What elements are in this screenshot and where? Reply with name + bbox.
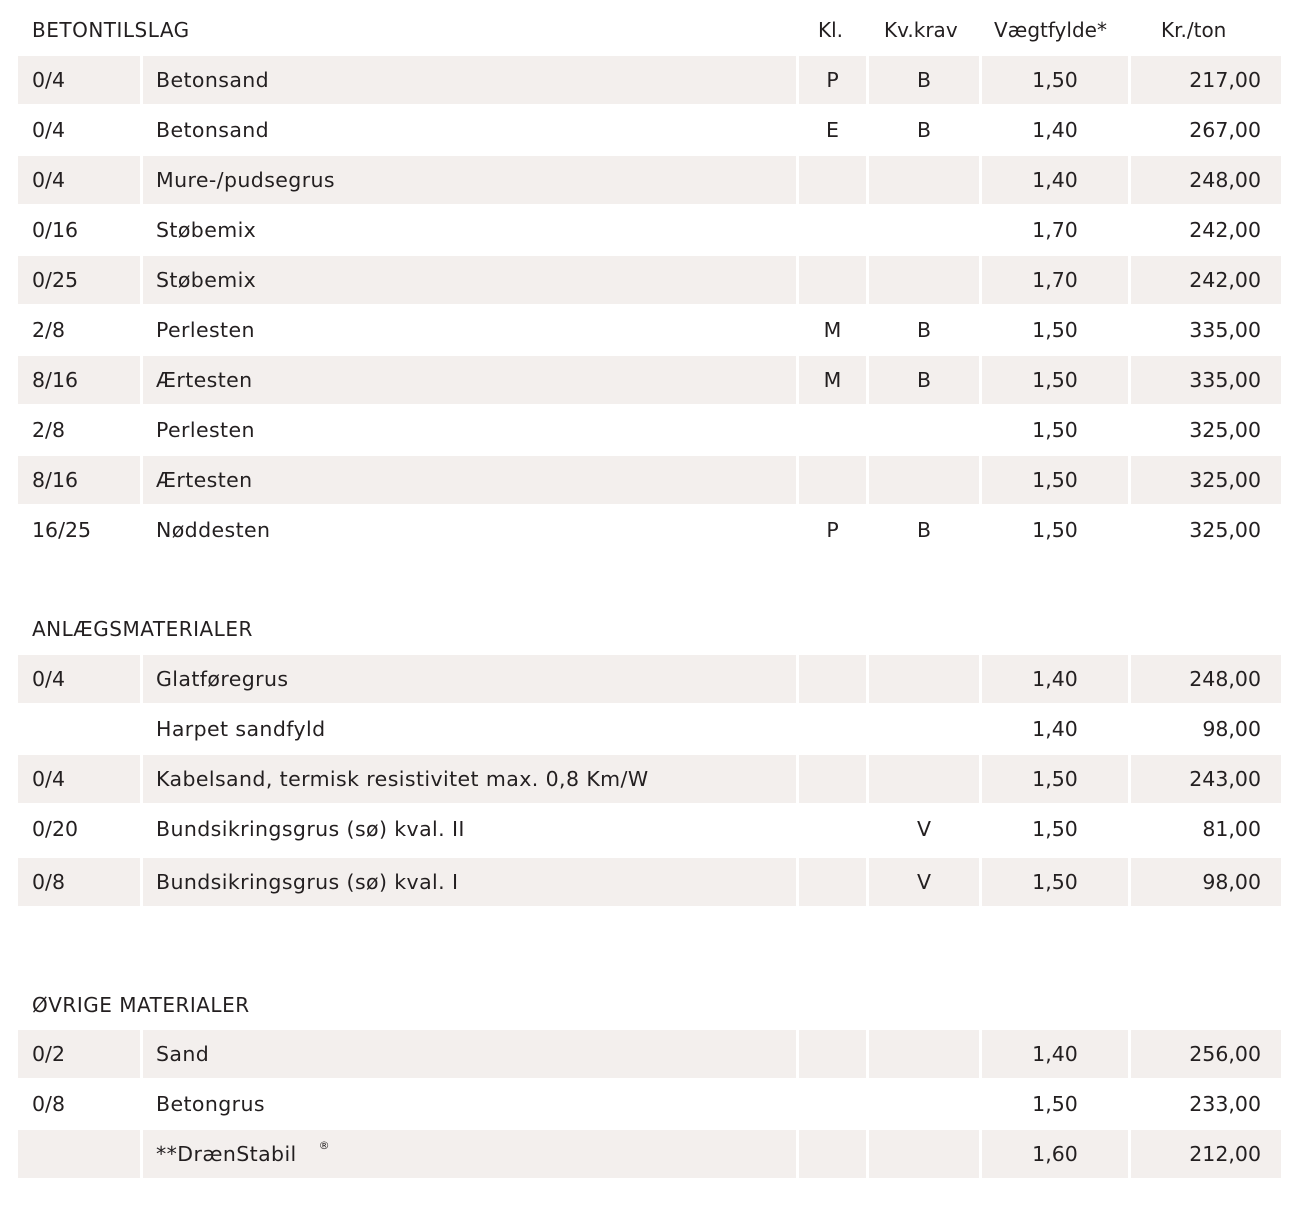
size-cell-text: 16/25: [32, 518, 92, 542]
name-cell: [143, 705, 796, 753]
price-cell: [1131, 1030, 1281, 1078]
vaegtfylde-cell: [982, 1080, 1128, 1128]
table-row: [18, 206, 1281, 254]
price-cell-text: 325,00: [1189, 468, 1261, 492]
vaegtfylde-cell-text: 1,50: [1032, 518, 1078, 542]
size-cell: [18, 805, 140, 853]
vaegtfylde-cell: [982, 306, 1128, 354]
vaegtfylde-cell: [982, 106, 1128, 154]
name-cell: [143, 858, 796, 906]
table-row: [18, 56, 1281, 104]
price-cell-text: 267,00: [1189, 118, 1261, 142]
section-title: ØVRIGE MATERIALER: [32, 993, 250, 1017]
kl-cell: [799, 858, 866, 906]
name-cell: [143, 1030, 796, 1078]
size-cell: [18, 106, 140, 154]
name-cell-text: Nøddesten: [156, 518, 271, 542]
table-row: [18, 1030, 1281, 1078]
size-cell: [18, 306, 140, 354]
price-cell: [1131, 206, 1281, 254]
name-cell-text: Sand: [156, 1042, 210, 1066]
vaegtfylde-cell-text: 1,50: [1032, 870, 1078, 894]
name-cell: [143, 1130, 796, 1178]
vaegtfylde-cell: [982, 1030, 1128, 1078]
name-cell: [143, 805, 796, 853]
column-header-vaegtfylde: Vægtfylde*: [994, 18, 1107, 42]
table-row: [18, 755, 1281, 803]
kvkrav-cell: [869, 406, 979, 454]
kl-cell-text: P: [826, 518, 839, 542]
table-row: [18, 106, 1281, 154]
kvkrav-cell: [869, 1030, 979, 1078]
vaegtfylde-cell: [982, 256, 1128, 304]
price-cell-text: 212,00: [1189, 1142, 1261, 1166]
size-cell-text: 8/16: [32, 468, 79, 492]
price-cell: [1131, 1130, 1281, 1178]
vaegtfylde-cell-text: 1,50: [1032, 368, 1078, 392]
price-cell-text: 242,00: [1189, 268, 1261, 292]
kl-cell: [799, 1030, 866, 1078]
price-cell-text: 335,00: [1189, 318, 1261, 342]
table-row: [18, 655, 1281, 703]
name-cell-text: Perlesten: [156, 318, 255, 342]
name-cell: [143, 256, 796, 304]
price-cell-text: 335,00: [1189, 368, 1261, 392]
price-cell-text: 98,00: [1202, 870, 1261, 894]
price-cell-text: 98,00: [1202, 717, 1261, 741]
size-cell-text: 2/8: [32, 418, 65, 442]
price-cell: [1131, 858, 1281, 906]
price-cell-text: 256,00: [1189, 1042, 1261, 1066]
size-cell: [18, 755, 140, 803]
size-cell-text: 0/4: [32, 168, 65, 192]
kvkrav-cell: [869, 256, 979, 304]
name-cell-text: Glatføregrus: [156, 667, 289, 691]
kvkrav-cell: [869, 1080, 979, 1128]
kvkrav-cell-text: B: [916, 318, 932, 342]
kvkrav-cell-text: B: [916, 368, 932, 392]
table-row: [18, 506, 1281, 554]
name-cell-text: Kabelsand, termisk resistivitet max. 0,8 Km/W: [156, 767, 649, 791]
column-header-kvkrav: Kv.krav: [884, 18, 958, 42]
name-cell: [143, 106, 796, 154]
size-cell-text: 2/8: [32, 318, 65, 342]
size-cell-text: 0/8: [32, 1092, 65, 1116]
size-cell-text: 0/16: [32, 218, 79, 242]
table-row: [18, 1080, 1281, 1128]
kl-cell: [799, 755, 866, 803]
name-cell: [143, 655, 796, 703]
kvkrav-cell: [869, 456, 979, 504]
vaegtfylde-cell: [982, 56, 1128, 104]
kl-cell: [799, 306, 866, 354]
section-title: ANLÆGSMATERIALER: [32, 617, 253, 641]
size-cell-text: 0/8: [32, 870, 65, 894]
size-cell: [18, 256, 140, 304]
size-cell: [18, 206, 140, 254]
price-cell: [1131, 406, 1281, 454]
name-cell: [143, 1080, 796, 1128]
vaegtfylde-cell: [982, 206, 1128, 254]
price-cell-text: 81,00: [1202, 817, 1261, 841]
kvkrav-cell-text: V: [916, 817, 932, 841]
name-cell-text: **DrænStabil: [156, 1142, 297, 1166]
kl-cell: [799, 456, 866, 504]
vaegtfylde-cell: [982, 456, 1128, 504]
price-cell: [1131, 456, 1281, 504]
name-cell: [143, 306, 796, 354]
vaegtfylde-cell: [982, 655, 1128, 703]
name-cell: [143, 56, 796, 104]
size-cell: [18, 456, 140, 504]
name-cell-text: Perlesten: [156, 418, 255, 442]
name-cell-text: Bundsikringsgrus (sø) kval. II: [156, 817, 465, 841]
price-cell: [1131, 506, 1281, 554]
kvkrav-cell: [869, 506, 979, 554]
size-cell: [18, 1080, 140, 1128]
registered-mark: ®: [318, 1138, 331, 1152]
price-cell: [1131, 1080, 1281, 1128]
price-cell-text: 325,00: [1189, 518, 1261, 542]
vaegtfylde-cell-text: 1,60: [1032, 1142, 1078, 1166]
price-cell: [1131, 156, 1281, 204]
size-cell-text: 0/4: [32, 118, 65, 142]
price-cell-text: 248,00: [1189, 168, 1261, 192]
kvkrav-cell: [869, 705, 979, 753]
vaegtfylde-cell-text: 1,40: [1032, 118, 1078, 142]
vaegtfylde-cell: [982, 858, 1128, 906]
vaegtfylde-cell-text: 1,70: [1032, 268, 1078, 292]
name-cell-text: Betonsand: [156, 68, 270, 92]
size-cell-text: 0/25: [32, 268, 79, 292]
name-cell-text: Harpet sandfyld: [156, 717, 326, 741]
name-cell-text: Ærtesten: [156, 368, 253, 392]
name-cell: [143, 755, 796, 803]
kvkrav-cell: [869, 356, 979, 404]
name-cell-text: Ærtesten: [156, 468, 253, 492]
table-row: [18, 356, 1281, 404]
size-cell-text: 0/4: [32, 68, 65, 92]
table-row: [18, 456, 1281, 504]
kvkrav-cell: [869, 306, 979, 354]
kvkrav-cell-text: B: [916, 518, 932, 542]
name-cell: [143, 206, 796, 254]
price-cell: [1131, 356, 1281, 404]
vaegtfylde-cell: [982, 156, 1128, 204]
section-title: BETONTILSLAG: [32, 18, 190, 42]
table-row: [18, 805, 1281, 853]
kvkrav-cell-text: B: [916, 68, 932, 92]
price-cell-text: 242,00: [1189, 218, 1261, 242]
name-cell: [143, 406, 796, 454]
table-row: [18, 1130, 1281, 1178]
size-cell: [18, 655, 140, 703]
vaegtfylde-cell: [982, 406, 1128, 454]
name-cell: [143, 356, 796, 404]
kl-cell: [799, 506, 866, 554]
kl-cell-text: E: [826, 118, 839, 142]
kl-cell: [799, 106, 866, 154]
vaegtfylde-cell-text: 1,50: [1032, 767, 1078, 791]
kvkrav-cell: [869, 858, 979, 906]
size-cell: [18, 1130, 140, 1178]
size-cell-text: 0/4: [32, 667, 65, 691]
vaegtfylde-cell: [982, 805, 1128, 853]
vaegtfylde-cell-text: 1,50: [1032, 318, 1078, 342]
kl-cell: [799, 256, 866, 304]
vaegtfylde-cell-text: 1,50: [1032, 418, 1078, 442]
size-cell-text: 0/20: [32, 817, 79, 841]
kvkrav-cell-text: V: [916, 870, 932, 894]
kl-cell: [799, 406, 866, 454]
table-row: [18, 306, 1281, 354]
vaegtfylde-cell-text: 1,50: [1032, 1092, 1078, 1116]
size-cell: [18, 56, 140, 104]
vaegtfylde-cell: [982, 1130, 1128, 1178]
name-cell-text: Bundsikringsgrus (sø) kval. I: [156, 870, 459, 894]
vaegtfylde-cell-text: 1,50: [1032, 468, 1078, 492]
kl-cell-text: P: [826, 68, 839, 92]
table-row: [18, 858, 1281, 906]
kvkrav-cell: [869, 56, 979, 104]
vaegtfylde-cell-text: 1,50: [1032, 68, 1078, 92]
kl-cell: [799, 805, 866, 853]
table-row: [18, 156, 1281, 204]
price-cell-text: 217,00: [1189, 68, 1261, 92]
vaegtfylde-cell-text: 1,40: [1032, 667, 1078, 691]
kl-cell-text: M: [823, 318, 842, 342]
size-cell: [18, 406, 140, 454]
kl-cell: [799, 705, 866, 753]
price-cell-text: 233,00: [1189, 1092, 1261, 1116]
name-cell: [143, 456, 796, 504]
price-cell: [1131, 705, 1281, 753]
name-cell-text: Støbemix: [156, 218, 257, 242]
vaegtfylde-cell: [982, 356, 1128, 404]
size-cell-text: 0/4: [32, 767, 65, 791]
table-row: [18, 406, 1281, 454]
kl-cell: [799, 1130, 866, 1178]
size-cell: [18, 705, 140, 753]
vaegtfylde-cell: [982, 506, 1128, 554]
size-cell: [18, 156, 140, 204]
kvkrav-cell-text: B: [916, 118, 932, 142]
kvkrav-cell: [869, 805, 979, 853]
price-cell: [1131, 755, 1281, 803]
size-cell-text: 0/2: [32, 1042, 65, 1066]
name-cell: [143, 156, 796, 204]
vaegtfylde-cell-text: 1,70: [1032, 218, 1078, 242]
size-cell: [18, 1030, 140, 1078]
vaegtfylde-cell-text: 1,40: [1032, 717, 1078, 741]
kvkrav-cell: [869, 206, 979, 254]
price-cell: [1131, 106, 1281, 154]
price-cell-text: 325,00: [1189, 418, 1261, 442]
name-cell-text: Betonsand: [156, 118, 270, 142]
table-row: [18, 705, 1281, 753]
vaegtfylde-cell: [982, 705, 1128, 753]
kvkrav-cell: [869, 655, 979, 703]
kvkrav-cell: [869, 106, 979, 154]
price-cell-text: 243,00: [1189, 767, 1261, 791]
kl-cell: [799, 356, 866, 404]
name-cell-text: Betongrus: [156, 1092, 265, 1116]
name-cell: [143, 506, 796, 554]
vaegtfylde-cell-text: 1,40: [1032, 168, 1078, 192]
name-cell-text: Støbemix: [156, 268, 257, 292]
column-header-kl: Kl.: [818, 18, 844, 42]
kl-cell: [799, 156, 866, 204]
vaegtfylde-cell: [982, 755, 1128, 803]
price-cell: [1131, 56, 1281, 104]
kvkrav-cell: [869, 1130, 979, 1178]
price-cell: [1131, 655, 1281, 703]
size-cell: [18, 858, 140, 906]
name-cell-text: Mure-/pudsegrus: [156, 168, 335, 192]
vaegtfylde-cell-text: 1,40: [1032, 1042, 1078, 1066]
price-cell: [1131, 256, 1281, 304]
size-cell-text: 8/16: [32, 368, 79, 392]
size-cell: [18, 506, 140, 554]
kvkrav-cell: [869, 755, 979, 803]
kl-cell: [799, 56, 866, 104]
table-row: [18, 256, 1281, 304]
size-cell: [18, 356, 140, 404]
kl-cell: [799, 206, 866, 254]
price-cell-text: 248,00: [1189, 667, 1261, 691]
vaegtfylde-cell-text: 1,50: [1032, 817, 1078, 841]
kl-cell: [799, 1080, 866, 1128]
kl-cell: [799, 655, 866, 703]
price-cell: [1131, 306, 1281, 354]
kvkrav-cell: [869, 156, 979, 204]
column-header-price: Kr./ton: [1161, 18, 1227, 42]
price-cell: [1131, 805, 1281, 853]
kl-cell-text: M: [823, 368, 842, 392]
